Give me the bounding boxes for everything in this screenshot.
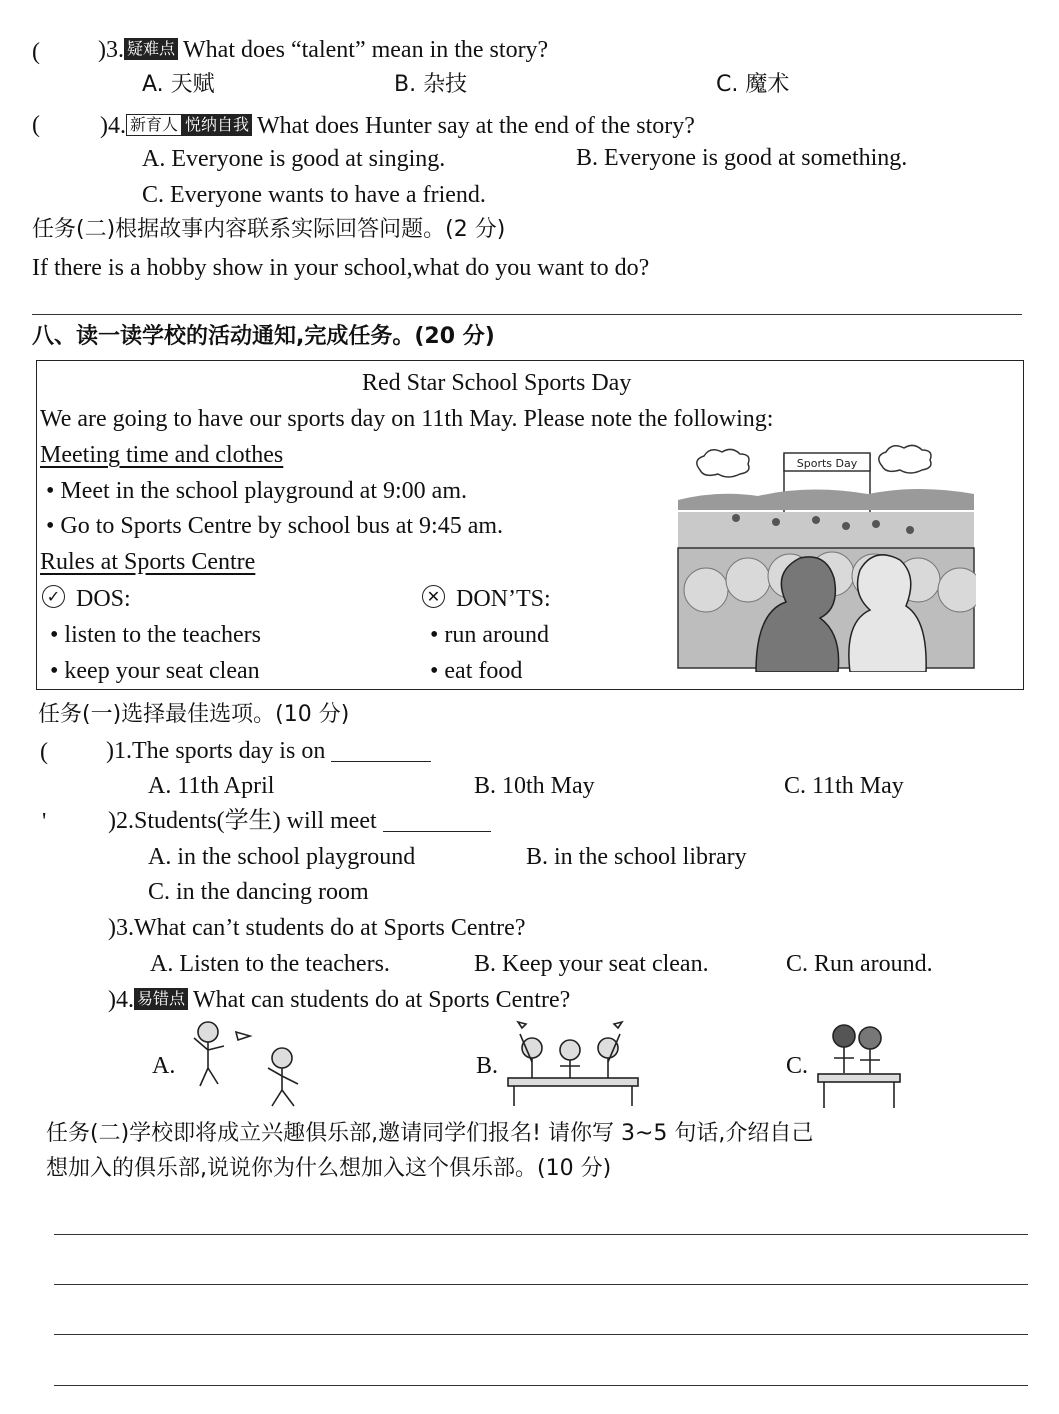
picture-option-b xyxy=(504,1018,642,1110)
question-1-paren: ( xyxy=(40,739,48,765)
task-2-prompt-line-2: 想加入的俱乐部,说说你为什么想加入这个俱乐部。(10 分) xyxy=(46,1156,612,1181)
question-3-paren: ( xyxy=(32,39,40,65)
question-3 xyxy=(98,38,548,62)
question-2-option-c: C. in the dancing room xyxy=(148,879,369,905)
question-text: What can students do at Sports Centre? xyxy=(193,987,571,1013)
answer-line xyxy=(32,314,1022,315)
question-1-option-a: A. 11th April xyxy=(148,773,275,799)
tag-label: 悦纳自我 xyxy=(182,114,252,136)
picture-option-c xyxy=(814,1018,904,1112)
question-4-option-b: B. Everyone is good at something. xyxy=(576,145,908,171)
dos-item: • keep your seat clean xyxy=(50,658,260,684)
task-2-prompt-line-1: 任务(二)学校即将成立兴趣俱乐部,邀请同学们报名! 请你写 3~5 句话,介绍自己 xyxy=(46,1121,814,1146)
picture-option-b-label: B. xyxy=(476,1053,499,1079)
question-3 xyxy=(108,916,525,940)
question-4-paren: ( xyxy=(32,112,40,138)
check-circle-icon: ✓ xyxy=(42,585,65,608)
writing-line[interactable] xyxy=(54,1284,1028,1285)
hills-shape xyxy=(678,489,974,510)
answer-blank xyxy=(383,811,491,832)
question-text: Students(学生) will meet xyxy=(134,808,377,834)
notice-bullet: • Go to Sports Centre by school bus at 9:45 am. xyxy=(46,513,504,539)
donts-label: DON’TS: xyxy=(456,586,551,612)
question-3-option-b: B. 杂技 xyxy=(394,72,468,97)
notice-intro: We are going to have our sports day on 11th May. Please note the following: xyxy=(40,406,774,432)
error-prone-tag: 易错点 xyxy=(134,988,188,1010)
question-2-option-b: B. in the school library xyxy=(526,844,747,870)
question-1-option-c: C. 11th May xyxy=(784,773,904,799)
tag-group xyxy=(126,111,252,136)
picture-option-a xyxy=(182,1018,312,1114)
question-number: )2. xyxy=(108,808,134,834)
question-2 xyxy=(108,809,491,833)
question-number: )4. xyxy=(100,113,126,139)
question-number: )1. xyxy=(106,738,132,764)
question-number: )3. xyxy=(98,37,124,63)
question-4 xyxy=(100,111,695,138)
question-text: What does Hunter say at the end of the story? xyxy=(257,113,695,139)
donts-item: • run around xyxy=(430,622,550,648)
writing-line[interactable] xyxy=(54,1334,1028,1335)
question-number: )4. xyxy=(108,987,134,1013)
question-4-option-c: C. Everyone wants to have a friend. xyxy=(142,182,486,208)
writing-line[interactable] xyxy=(54,1234,1028,1235)
question-2-option-a: A. in the school playground xyxy=(148,844,416,870)
task-2-title: 任务(二)根据故事内容联系实际回答问题。(2 分) xyxy=(32,217,506,242)
picture-option-c-label: C. xyxy=(786,1053,809,1079)
cloud-shape xyxy=(879,445,931,473)
question-3-option-c: C. 魔术 xyxy=(716,72,790,97)
dos-item: • listen to the teachers xyxy=(50,622,261,648)
question-3-option-a: A. 天赋 xyxy=(142,72,215,97)
question-4 xyxy=(108,988,570,1012)
notice-subheading-rules: Rules at Sports Centre xyxy=(40,549,256,575)
cloud-shape xyxy=(697,449,749,477)
question-3-option-c: C. Run around. xyxy=(786,951,933,977)
question-2-paren: ' xyxy=(42,809,47,835)
donts-item: • eat food xyxy=(430,658,523,684)
cross-circle-icon: ✕ xyxy=(422,585,445,608)
dos-label: DOS: xyxy=(76,586,131,612)
question-3-option-a: A. Listen to the teachers. xyxy=(150,951,390,977)
track-shape xyxy=(678,512,974,548)
notice-title: Red Star School Sports Day xyxy=(362,370,632,396)
picture-option-a-label: A. xyxy=(152,1053,176,1079)
question-1-option-b: B. 10th May xyxy=(474,773,595,799)
question-1 xyxy=(106,739,431,763)
banner-text: Sports Day xyxy=(796,457,858,470)
question-text: The sports day is on xyxy=(132,738,326,764)
tag-label: 新育人 xyxy=(126,114,182,136)
sports-day-illustration xyxy=(676,440,976,672)
question-text: What does “talent” mean in the story? xyxy=(183,37,549,63)
question-text: What can’t students do at Sports Centre? xyxy=(134,915,526,941)
difficulty-tag: 疑难点 xyxy=(124,38,178,60)
writing-line[interactable] xyxy=(54,1385,1028,1386)
task-2-question: If there is a hobby show in your school,what do you want to do? xyxy=(32,255,650,281)
question-number: )3. xyxy=(108,915,134,941)
task-1-title: 任务(一)选择最佳选项。(10 分) xyxy=(38,702,350,727)
section-heading: 八、读一读学校的活动通知,完成任务。(20 分) xyxy=(32,324,495,349)
question-4-option-a: A. Everyone is good at singing. xyxy=(142,146,446,172)
notice-bullet: • Meet in the school playground at 9:00 am. xyxy=(46,478,467,504)
question-3-option-b: B. Keep your seat clean. xyxy=(474,951,709,977)
notice-subheading-meeting: Meeting time and clothes xyxy=(40,442,284,468)
answer-blank xyxy=(331,741,431,762)
